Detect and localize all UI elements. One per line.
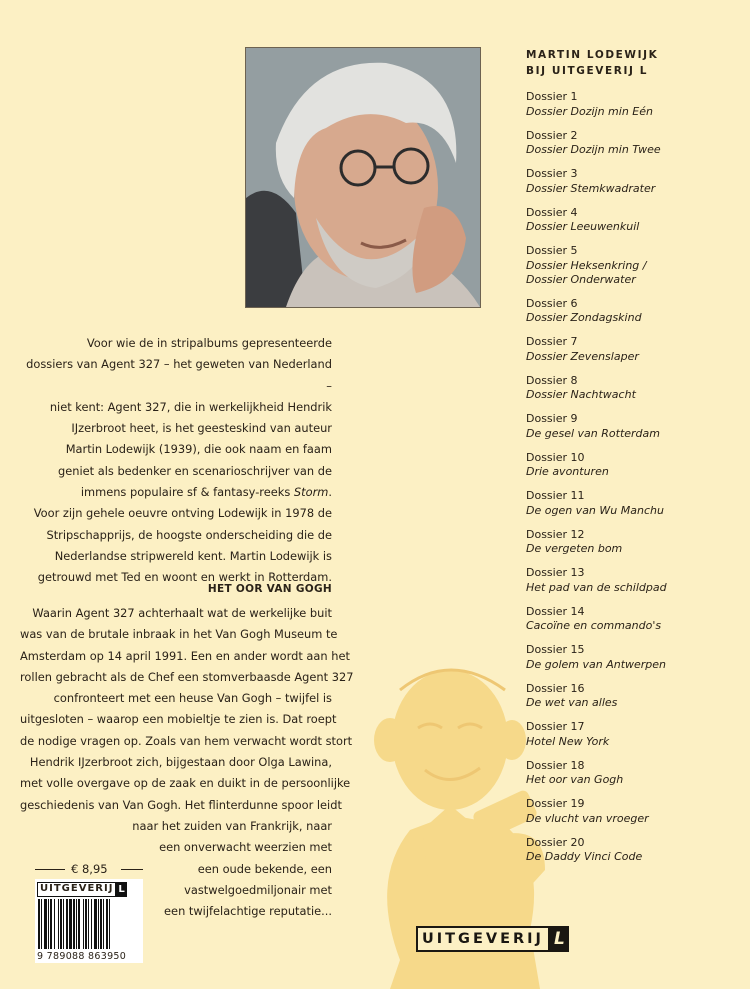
list-item — [526, 797, 741, 836]
dossier-title: Cacoïne en commando's — [526, 619, 662, 632]
synopsis-line: een onverwacht weerzien met — [159, 840, 332, 855]
dossier-title: Dossier Zondagskind — [526, 311, 642, 324]
dossier-number: Dossier 19 — [526, 797, 585, 810]
barcode-publisher-logo — [37, 882, 127, 897]
isbn-digits: 9 789088 863950 — [37, 951, 127, 962]
dossier-title: De Daddy Vinci Code — [526, 850, 643, 863]
synopsis-line: Amsterdam op 14 april 1991. Een en ander wordt aan het — [20, 648, 350, 663]
dossier-number: Dossier 18 — [526, 758, 585, 772]
series-list — [526, 90, 741, 874]
dossier-title: De vlucht van vroeger — [526, 811, 649, 825]
dossier-number: Dossier 11 — [526, 489, 585, 502]
dossier-number: Dossier 17 — [526, 720, 585, 733]
series-name-storm: Storm — [293, 485, 329, 500]
dossier-number: Dossier 4 — [526, 205, 578, 219]
synopsis-line: een twijfelachtige reputatie... — [164, 904, 332, 919]
dossier-title: Dossier Dozijn min Twee — [526, 143, 661, 156]
barcode-publisher-word: UITGEVERIJ — [37, 882, 116, 897]
series-heading — [526, 47, 658, 79]
dossier-title: Dossier Heksenkring / — [526, 258, 647, 272]
bio-line: Nederlandse stripwereld kent. Martin Lodewijk is — [54, 548, 332, 563]
dossier-number: Dossier 15 — [526, 643, 585, 656]
list-item — [526, 451, 741, 490]
list-item — [526, 335, 741, 374]
bio-line: dossiers van Agent 327 – het geweten van Nederland – — [26, 357, 332, 393]
synopsis-line: vastwelgoedmiljonair met — [184, 882, 332, 897]
dossier-number: Dossier 12 — [526, 527, 585, 541]
dossier-title: Het pad van de schildpad — [526, 580, 667, 594]
synopsis-line: geschiedenis van Van Gogh. Het flinterdunne spoor leidt — [20, 797, 342, 812]
publisher-logo-word: UITGEVERIJ — [416, 926, 550, 952]
barcode-publisher-letter: L — [118, 884, 125, 895]
bio-line: Voor zijn gehele oeuvre ontving Lodewijk in 1978 de — [33, 506, 332, 521]
price-rule-left — [35, 869, 65, 870]
series-heading-line1: MARTIN LODEWIJK — [526, 49, 659, 61]
price-label: € 8,95 — [71, 862, 108, 876]
dossier-title: De vergeten bom — [526, 542, 623, 555]
bio-line: immens populaire sf & fantasy-reeks — [80, 485, 291, 500]
dossier-number: Dossier 20 — [526, 835, 585, 849]
dossier-title: De golem van Antwerpen — [526, 657, 667, 671]
synopsis-line: naar het zuiden van Frankrijk, naar — [132, 818, 332, 833]
dossier-title: Dossier Stemkwadrater — [526, 181, 656, 195]
list-item — [526, 374, 741, 413]
dossier-number: Dossier 10 — [526, 450, 585, 464]
synopsis-line: de nodige vragen op. Zoals van hem verwacht wordt stort — [20, 733, 353, 748]
author-portrait-icon — [246, 48, 480, 307]
list-item — [526, 720, 741, 759]
price-rule-right — [121, 869, 143, 870]
list-item — [526, 605, 741, 644]
list-item — [526, 412, 741, 451]
series-heading-line2: BIJ UITGEVERIJ L — [526, 65, 649, 77]
synopsis-line: met volle overgave op de zaak en duikt in de persoonlijke — [20, 776, 351, 791]
dossier-number: Dossier 14 — [526, 604, 585, 618]
list-item — [526, 643, 741, 682]
list-item — [526, 129, 741, 168]
list-item — [526, 836, 741, 875]
dossier-number: Dossier 5 — [526, 244, 578, 257]
dossier-title: Dossier Zevenslaper — [526, 349, 639, 363]
dossier-title: Dossier Leeuwenkuil — [526, 220, 640, 233]
list-item — [526, 90, 741, 129]
list-item — [526, 528, 741, 567]
list-item — [526, 566, 741, 605]
synopsis-line: een oude bekende, een — [197, 861, 332, 876]
bio-line: IJzerbroot heet, is het geesteskind van auteur — [71, 421, 332, 436]
barcode-bars — [37, 899, 141, 949]
dossier-title-second: Dossier Onderwater — [526, 273, 636, 286]
list-item — [526, 759, 741, 798]
list-item — [526, 297, 741, 336]
synopsis-line: Waarin Agent 327 achterhaalt wat de werkelijke buit — [32, 606, 332, 620]
dossier-title: Dossier Nachtwacht — [526, 388, 636, 401]
publisher-logo-letter: L — [550, 926, 569, 952]
dossier-number: Dossier 16 — [526, 681, 585, 695]
dossier-title: De wet van alles — [526, 696, 618, 709]
bio-line: Martin Lodewijk (1939), die ook naam en faam — [65, 442, 332, 457]
barcode — [35, 879, 143, 963]
bio-line: niet kent: Agent 327, die in werkelijkheid Hendrik — [49, 399, 332, 414]
bio-line: getrouwd met Ted en woont en werkt in Rotterdam. — [37, 570, 332, 585]
synopsis-line: was van de brutale inbraak in het Van Gogh Museum te — [20, 627, 338, 642]
dossier-number: Dossier 7 — [526, 335, 578, 348]
synopsis-line: uitgesloten – waarop een mobieltje te zien is. Dat roept — [20, 712, 337, 727]
list-item — [526, 244, 741, 297]
list-item — [526, 206, 741, 245]
price-row — [35, 862, 143, 876]
list-item — [526, 682, 741, 721]
bio-punctuation: . — [328, 485, 332, 500]
dossier-title: Hotel New York — [526, 734, 610, 748]
publisher-logo — [416, 926, 569, 952]
dossier-title: Drie avonturen — [526, 465, 609, 478]
dossier-number: Dossier 13 — [526, 566, 585, 579]
synopsis-line: rollen gebracht als de Chef een stomverbaasde Agent 327 — [20, 669, 354, 684]
synopsis-line: Hendrik IJzerbroot zich, bijgestaan door Olga Lawina, — [29, 755, 332, 770]
dossier-number: Dossier 2 — [526, 128, 578, 142]
dossier-title: De ogen van Wu Manchu — [526, 503, 664, 517]
dossier-number: Dossier 3 — [526, 167, 578, 180]
dossier-title: Dossier Dozijn min Eén — [526, 104, 653, 118]
list-item — [526, 167, 741, 206]
dossier-number: Dossier 6 — [526, 296, 578, 310]
dossier-number: Dossier 8 — [526, 373, 578, 387]
author-photo — [245, 47, 481, 308]
synopsis-line: confronteert met een heuse Van Gogh – twijfel is — [53, 691, 332, 706]
dossier-title: Het oor van Gogh — [526, 773, 624, 786]
list-item — [526, 489, 741, 528]
dossier-title: De gesel van Rotterdam — [526, 426, 660, 440]
bio-line: Stripschapprijs, de hoogste onderscheiding die de — [46, 527, 332, 542]
dossier-number: Dossier 1 — [526, 90, 578, 103]
author-bio — [20, 333, 332, 589]
bio-line: geniet als bedenker en scenarioschrijver van de — [58, 463, 332, 478]
dossier-number: Dossier 9 — [526, 412, 578, 425]
book-title: HET OOR VAN GOGH — [207, 583, 332, 595]
bio-line: Voor wie de in stripalbums gepresenteerde — [86, 336, 332, 350]
